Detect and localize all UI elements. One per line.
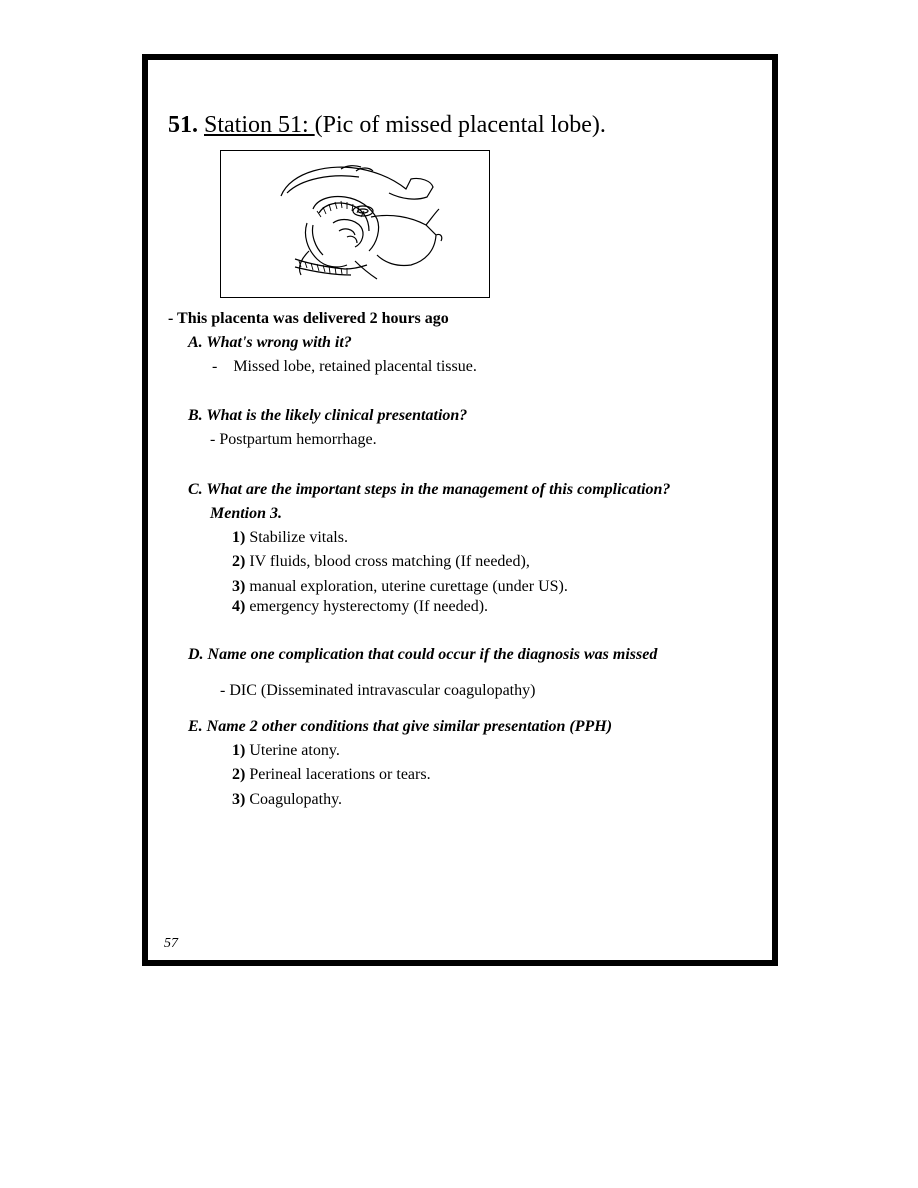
answer-c-2: 2) IV fluids, blood cross matching (If needed), — [232, 553, 530, 570]
answer-e-2: 2) Perineal lacerations or tears. — [232, 766, 431, 783]
question-c-cont: Mention 3. — [210, 505, 283, 522]
station-label: Station 51: — [204, 112, 315, 138]
answer-c-3: 3) manual exploration, uterine curettage (under US). — [232, 578, 568, 595]
station-caption: (Pic of missed placental lobe). — [314, 112, 606, 138]
answer-d: - DIC (Disseminated intravascular coagulopathy) — [220, 682, 536, 699]
station-title — [168, 112, 606, 139]
question-a: A. What's wrong with it? — [188, 334, 352, 351]
page-number: 57 — [164, 936, 178, 951]
question-d: D. Name one complication that could occur if the diagnosis was missed — [188, 646, 658, 663]
answer-e-1: 1) Uterine atony. — [232, 742, 340, 759]
answer-a-text: Missed lobe, retained placental tissue. — [233, 358, 477, 375]
answer-c-1: 1) Stabilize vitals. — [232, 529, 348, 546]
answer-a-dash: - — [212, 358, 218, 375]
page-frame — [142, 54, 778, 966]
answer-b: - Postpartum hemorrhage. — [210, 431, 377, 448]
placenta-illustration — [220, 150, 490, 298]
question-b: B. What is the likely clinical presentation? — [188, 407, 468, 424]
placenta-drawing — [221, 151, 489, 297]
answer-e-3: 3) Coagulopathy. — [232, 791, 343, 808]
intro-statement: - This placenta was delivered 2 hours ago — [168, 310, 449, 327]
question-c: C. What are the important steps in the management of this complication? — [188, 481, 671, 498]
answer-a — [212, 358, 477, 376]
question-e: E. Name 2 other conditions that give similar presentation (PPH) — [188, 718, 613, 735]
answer-c-4: 4) emergency hysterectomy (If needed). — [232, 598, 489, 615]
station-number: 51. — [168, 112, 198, 138]
